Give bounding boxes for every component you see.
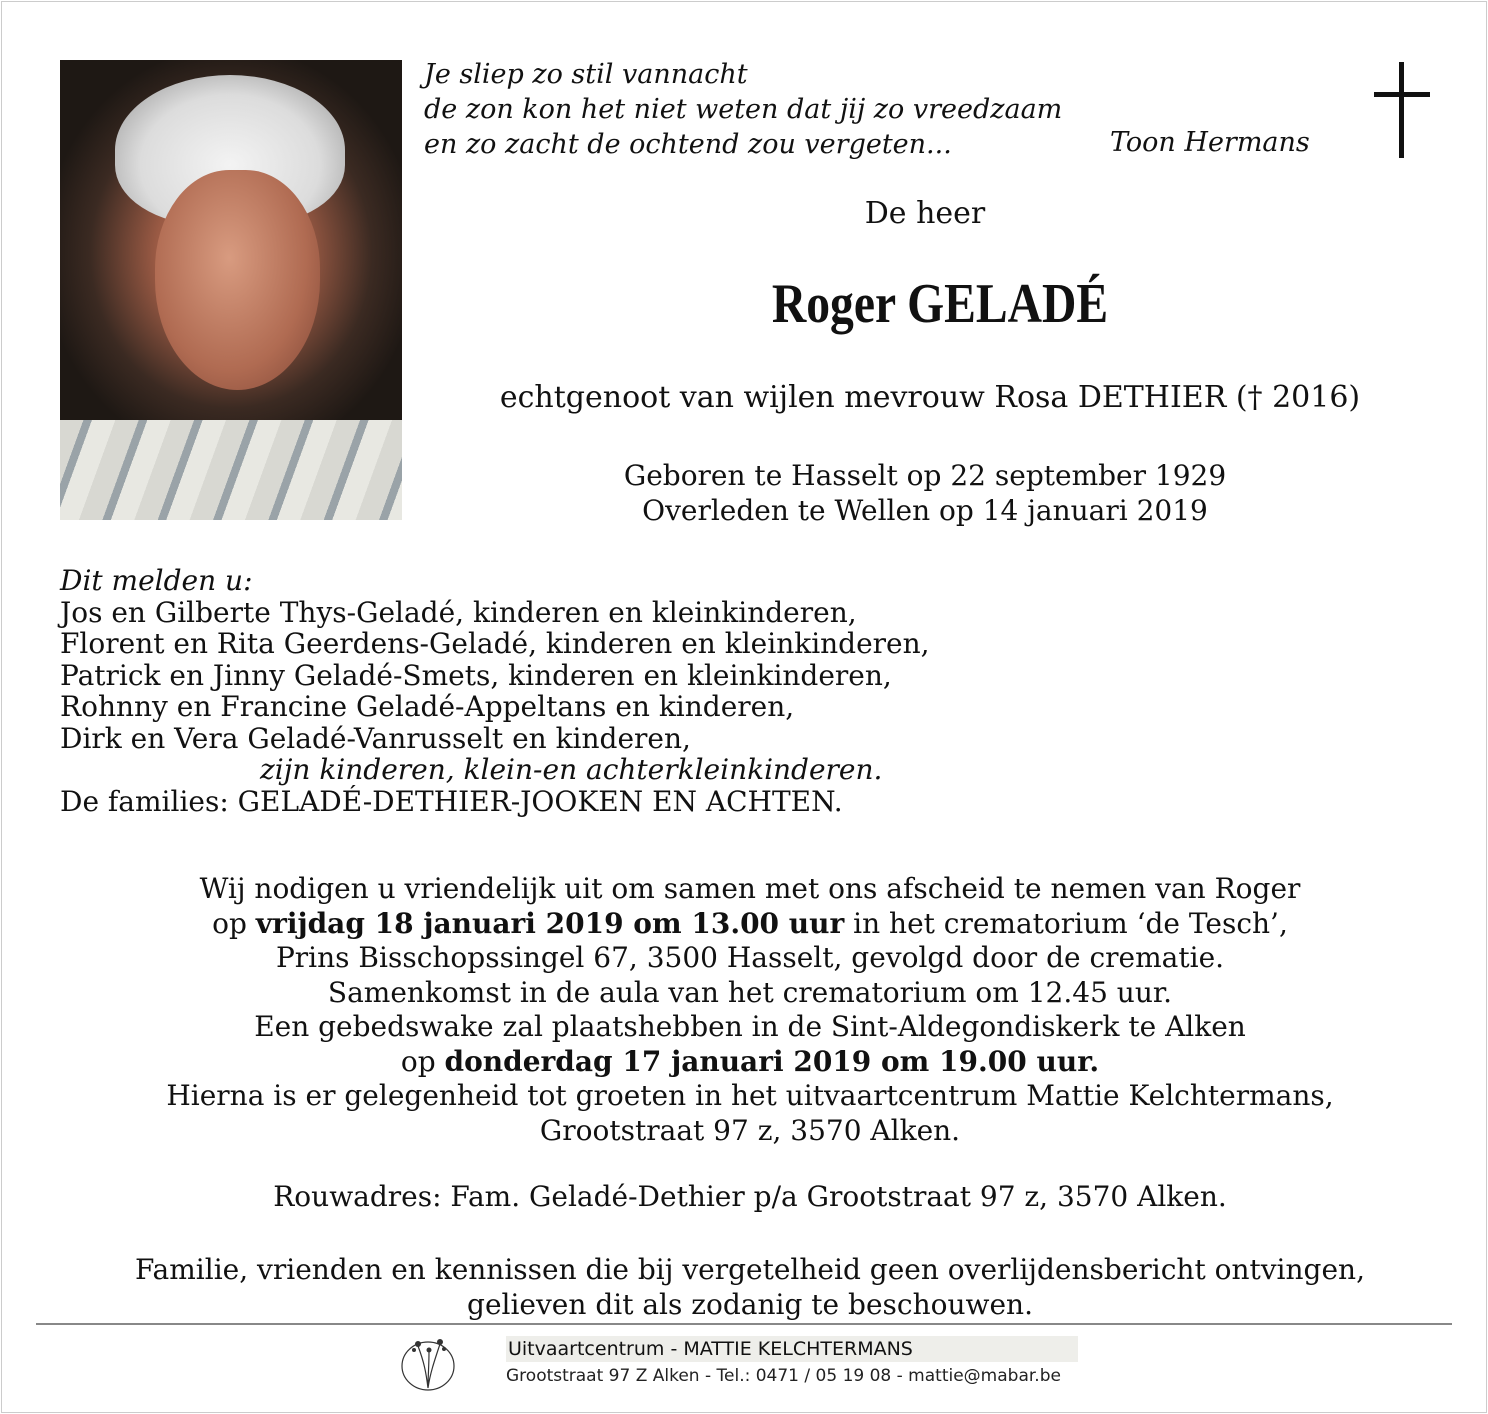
life-dates xyxy=(600,458,1250,528)
deceased-name: Roger GELADÉ xyxy=(771,273,1109,335)
ceremony-info xyxy=(60,872,1440,1148)
spouse-line: echtgenoot van wijlen mevrouw Rosa DETHIER († 2016) xyxy=(499,380,1361,415)
footer-divider xyxy=(36,1323,1452,1325)
photo-shirt xyxy=(60,420,402,520)
funeral-home-footer xyxy=(398,1332,1118,1392)
announcer-line: Dirk en Vera Geladé-Vanrusselt en kinderen, xyxy=(60,721,691,755)
notice-note xyxy=(60,1252,1440,1322)
poem-line: en zo zacht de ochtend zou vergeten... xyxy=(424,129,952,160)
vigil-datetime: donderdag 17 januari 2019 om 19.00 uur. xyxy=(444,1044,1100,1078)
announcers-intro: Dit melden u: xyxy=(60,564,253,597)
birth-line: Geboren te Hasselt op 22 september 1929 xyxy=(623,459,1227,492)
announcer-line: Florent en Rita Geerdens-Geladé, kinderen en kleinkinderen, xyxy=(60,627,930,660)
grandchildren-line: zijn kinderen, klein-en achterkleinkinderen. xyxy=(260,753,883,786)
poem-line: de zon kon het niet weten dat jij zo vreedzaam xyxy=(424,94,1063,125)
ceremony-line: op vrijdag 18 januari 2019 om 13.00 uur in het crematorium ‘de Tesch’, xyxy=(212,906,1288,940)
ceremony-line: Hierna is er gelegenheid tot groeten in het uitvaartcentrum Mattie Kelchtermans, xyxy=(166,1079,1334,1112)
mourning-address: Rouwadres: Fam. Geladé-Dethier p/a Grootstraat 97 z, 3570 Alken. xyxy=(273,1180,1227,1213)
note-line: gelieven dit als zodanig te beschouwen. xyxy=(467,1288,1033,1321)
death-line: Overleden te Wellen op 14 januari 2019 xyxy=(642,494,1208,527)
photo-face xyxy=(155,170,320,390)
note-line: Familie, vrienden en kennissen die bij vergetelheid geen overlijdensbericht ontvingen, xyxy=(135,1253,1365,1286)
poem-author: Toon Hermans xyxy=(1110,127,1310,158)
poem-line: Je sliep zo stil vannacht xyxy=(424,59,748,90)
ceremony-line: op donderdag 17 januari 2019 om 19.00 uur. xyxy=(400,1044,1100,1078)
announcer-line: Jos en Gilberte Thys-Geladé, kinderen en kleinkinderen, xyxy=(60,595,857,629)
cremation-datetime: vrijdag 18 januari 2019 om 13.00 uur xyxy=(255,906,845,940)
funeral-home-name: Uitvaartcentrum - MATTIE KELCHTERMANS xyxy=(506,1336,1078,1362)
honorific: De heer xyxy=(864,196,986,231)
poem xyxy=(424,57,1062,162)
ceremony-line: Een gebedswake zal plaatshebben in de Sint-Aldegondiskerk te Alken xyxy=(254,1010,1246,1043)
announcers-list xyxy=(60,565,930,817)
funeral-home-contact: Grootstraat 97 Z Alken - Tel.: 0471 / 05 19 08 - mattie@mabar.be xyxy=(506,1366,1061,1386)
flower-logo-icon xyxy=(398,1332,468,1392)
families-line: De families: GELADÉ-DETHIER-JOOKEN EN ACHTEN. xyxy=(60,784,843,818)
ceremony-line: Grootstraat 97 z, 3570 Alken. xyxy=(539,1113,961,1147)
announcer-line: Rohnny en Francine Geladé-Appeltans en kinderen, xyxy=(60,690,795,723)
announcer-line: Patrick en Jinny Geladé-Smets, kinderen en kleinkinderen, xyxy=(60,658,892,692)
ceremony-line: Samenkomst in de aula van het crematorium om 12.45 uur. xyxy=(327,975,1173,1009)
ceremony-line: Wij nodigen u vriendelijk uit om samen met ons afscheid te nemen van Roger xyxy=(199,872,1301,905)
portrait-photo xyxy=(60,60,402,520)
ceremony-line: Prins Bisschopssingel 67, 3500 Hasselt, gevolgd door de crematie. xyxy=(275,941,1225,974)
